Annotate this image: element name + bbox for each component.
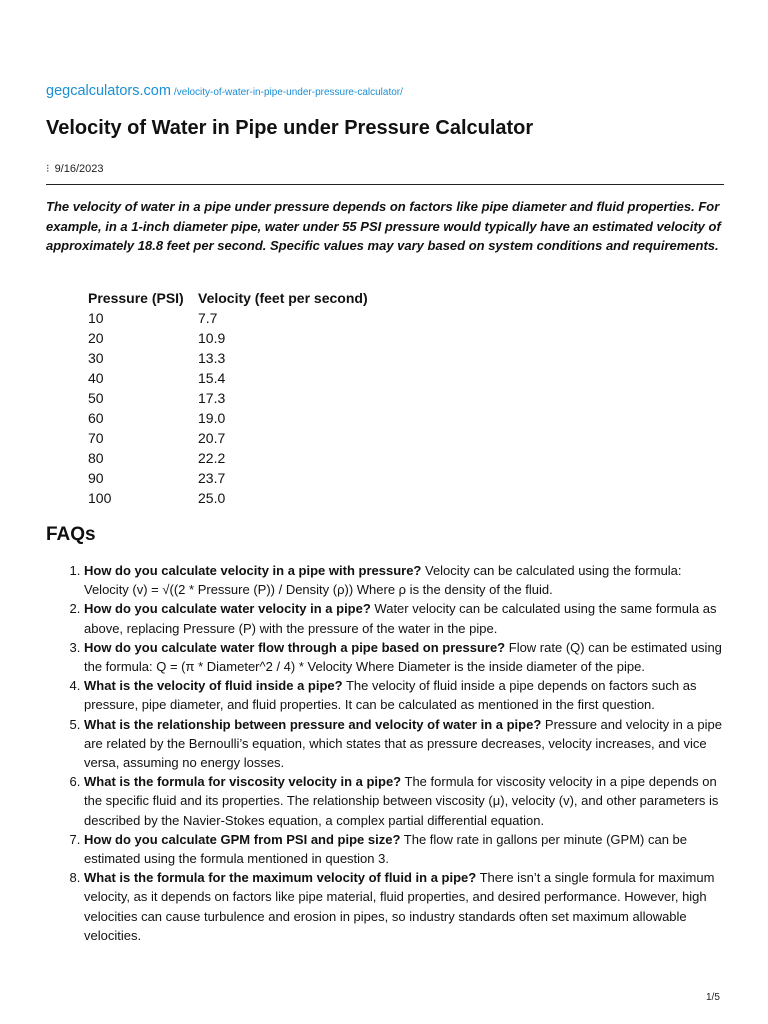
- velocity-cell: 17.3: [198, 390, 226, 406]
- table-row: [88, 448, 368, 468]
- faq-answer: Velocity can be calculated using the formula: Velocity (v) = √((2 * Pressure (P)) / Density (ρ)) Where ρ is the density of the fluid.: [84, 563, 682, 598]
- pressure-cell: 50: [88, 390, 104, 406]
- table-row: [88, 308, 368, 328]
- velocity-cell: 15.4: [198, 370, 226, 386]
- header-divider: [46, 184, 724, 185]
- page-number: 1/5: [706, 992, 720, 1003]
- faq-question: How do you calculate velocity in a pipe with pressure?: [84, 563, 422, 578]
- velocity-cell: 23.7: [198, 470, 226, 486]
- faq-answer: Flow rate (Q) can be estimated using the formula: Q = (π * Diameter^2 / 4) * Velocity Where Diameter is the inside diameter of the pipe.: [84, 639, 722, 675]
- table-row: [88, 368, 368, 388]
- faq-item: [84, 830, 726, 868]
- velocity-cell: 19.0: [198, 410, 226, 426]
- pressure-cell: 60: [88, 410, 104, 426]
- pressure-cell: 90: [88, 470, 104, 486]
- faq-answer: Water velocity can be calculated using the same formula as above, replacing Pressure (P) with the pressure of the water in the pipe.: [84, 601, 717, 636]
- faq-item: [84, 638, 726, 676]
- faq-item: [84, 561, 726, 599]
- faq-question: How do you calculate water flow through a pipe based on pressure?: [84, 639, 506, 655]
- velocity-cell: 7.7: [198, 310, 218, 326]
- faq-list: [46, 561, 726, 945]
- faq-question: What is the formula for viscosity velocity in a pipe?: [84, 774, 402, 790]
- faq-item: [84, 599, 726, 637]
- velocity-cell: 25.0: [198, 490, 226, 506]
- faq-question: What is the formula for the maximum velocity of fluid in a pipe?: [84, 870, 477, 886]
- faq-question: What is the velocity of fluid inside a pipe?: [84, 678, 343, 694]
- faq-item: [84, 715, 726, 773]
- url-domain-link[interactable]: gegcalculators.com: [46, 83, 171, 99]
- source-url[interactable]: [46, 82, 403, 100]
- column-header-pressure: Pressure (PSI): [88, 290, 184, 306]
- table-header-row: [88, 288, 368, 308]
- intro-paragraph: The velocity of water in a pipe under pressure depends on factors like pipe diameter and fluid properties. For example, in a 1-inch diameter pipe, water under 55 PSI pressure would typically have an estimated velocity of approximately 18.8 feet per second. Specific values may vary based on system conditions and requirements.: [46, 199, 721, 253]
- faq-question: What is the relationship between pressure and velocity of water in a pipe?: [84, 716, 542, 732]
- table-row: [88, 328, 368, 348]
- pressure-cell: 10: [88, 310, 104, 326]
- velocity-table: [88, 288, 368, 508]
- faq-answer: The velocity of fluid inside a pipe depends on factors such as pressure, pipe diameter, and fluid properties. It can be calculated as mentioned in the first question.: [84, 678, 697, 713]
- table-row: [88, 388, 368, 408]
- faq-question: How do you calculate water velocity in a pipe?: [84, 601, 371, 617]
- faqs-heading: FAQs: [46, 524, 96, 545]
- pressure-cell: 80: [88, 450, 104, 466]
- date-icon: ⁝: [46, 163, 50, 175]
- faq-answer: The formula for viscosity velocity in a pipe depends on the specific fluid and its properties. The relationship between viscosity (μ), velocity (v), and other parameters is described by the Navier-Stokes equation, a complex partial differential equation.: [84, 774, 719, 828]
- post-date: [46, 162, 104, 175]
- faq-answer: There isn’t a single formula for maximum velocity, as it depends on factors like pipe material, fluid properties, and desired performance. However, high velocities can cause turbulence and erosion in pipes, so industry standards often set maximum allowable velocities.: [84, 870, 715, 943]
- date-text: 9/16/2023: [54, 163, 104, 175]
- faq-item: [84, 868, 726, 945]
- table-body: [88, 308, 368, 508]
- pressure-cell: 30: [88, 350, 104, 366]
- velocity-cell: 20.7: [198, 430, 226, 446]
- faq-item: [84, 772, 726, 830]
- page-title: Velocity of Water in Pipe under Pressure Calculator: [46, 117, 534, 139]
- table-row: [88, 468, 368, 488]
- table-row: [88, 488, 368, 508]
- url-path-link[interactable]: /velocity-of-water-in-pipe-under-pressure-calculator/: [173, 87, 403, 98]
- velocity-cell: 22.2: [198, 450, 226, 466]
- table-row: [88, 408, 368, 428]
- pressure-cell: 20: [88, 330, 104, 346]
- table-row: [88, 348, 368, 368]
- faq-answer: Pressure and velocity in a pipe are related by the Bernoulli’s equation, which states that as pressure decreases, velocity increases, and vice versa, assuming no energy losses.: [84, 716, 722, 771]
- faq-question: How do you calculate GPM from PSI and pipe size?: [84, 831, 401, 847]
- velocity-cell: 10.9: [198, 330, 226, 346]
- column-header-velocity: Velocity (feet per second): [198, 290, 368, 306]
- pressure-cell: 70: [88, 430, 104, 446]
- pressure-cell: 40: [88, 370, 104, 386]
- pressure-cell: 100: [88, 490, 112, 506]
- velocity-cell: 13.3: [198, 350, 226, 366]
- table-row: [88, 428, 368, 448]
- faq-item: [84, 676, 726, 714]
- faq-answer: The flow rate in gallons per minute (GPM) can be estimated using the formula mentioned in question 3.: [84, 831, 688, 867]
